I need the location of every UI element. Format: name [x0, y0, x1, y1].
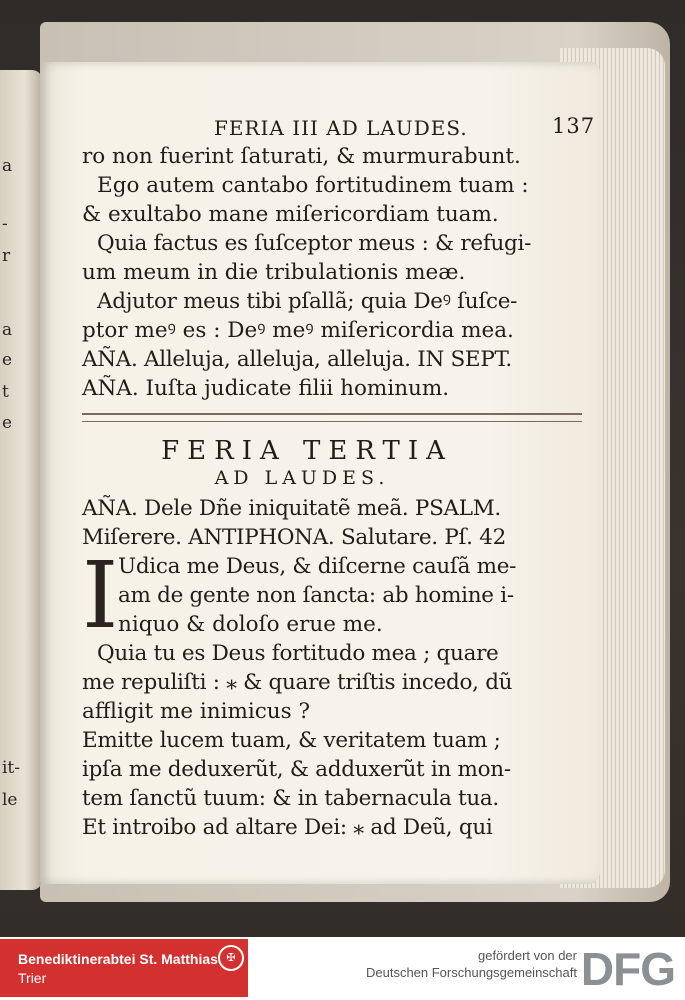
text-line: Adjutor meus tibi pſallã; quia Deꝰ ſuſce- [97, 289, 518, 314]
left-page [0, 70, 42, 890]
text-line: am de gente non ſancta: ab homine i- [118, 583, 514, 608]
text-line: niquo & doloſo erue me. [118, 612, 383, 637]
left-fragment: a [2, 320, 13, 340]
institution-name: Benediktinerabtei St. Matthias [18, 951, 218, 967]
dropcap-paragraph [82, 542, 592, 649]
antiphon-line: AÑA. Iuſta judicate filii hominum. [82, 376, 450, 401]
left-fragment: - [2, 214, 8, 234]
section-title: FERIA TERTIA [161, 436, 453, 466]
text-line: affligit me inimicus ? [82, 699, 311, 724]
left-fragment: le [2, 790, 18, 810]
running-title: FERIA III AD LAUDES. [214, 116, 468, 140]
left-fragment: e [2, 350, 13, 370]
page-text [82, 114, 596, 842]
funding-note [366, 947, 577, 981]
funder-name: Deutschen Forschungsgemeinschaft [365, 965, 577, 980]
funded-by-label: gefördert von der [477, 948, 577, 963]
antiphon-line: AÑA. Alleluja, alleluja, alleluja. IN SEPT. [82, 347, 512, 372]
section-divider [82, 413, 582, 422]
footer-bar [0, 937, 685, 1000]
left-fragment: e [2, 413, 13, 433]
dropcap-letter: I [82, 542, 119, 649]
institution-city: Trier [18, 970, 47, 986]
abbey-logo-icon: ✠ [218, 945, 244, 971]
text-line: Et introibo ad altare Dei: ⁎ ad Deũ, qui [82, 815, 493, 840]
text-line: um meum in die tribulationis meæ. [82, 260, 466, 285]
rubric-line: Miſerere. ANTIPHONA. Salutare. Pſ. 42 [82, 525, 507, 550]
institution-banner[interactable] [0, 939, 248, 997]
text-line: Quia factus es ſuſceptor meus : & refugi- [97, 231, 532, 256]
text-line: Ego autem cantabo fortitudinem tuam : [97, 173, 529, 198]
section-subtitle: AD LAUDES. [214, 467, 390, 489]
text-line: Udica me Deus, & diſcerne cauſã me- [118, 554, 517, 579]
page-number: 137 [552, 114, 596, 138]
right-page [40, 62, 600, 884]
text-line: Emitte lucem tuam, & veritatem tuam ; [82, 728, 501, 753]
text-line: ptor meꝰ es : Deꝰ meꝰ miſericordia mea. [82, 318, 514, 343]
page-header [82, 114, 596, 142]
text-line: me repuliſti : ⁎ & quare triſtis incedo, dũ [82, 670, 513, 695]
text-line: ro non fuerint ſaturati, & murmurabunt. [82, 144, 521, 169]
dfg-logo[interactable]: DFG [580, 943, 675, 995]
text-line: & exultabo mane miſericordiam tuam. [82, 202, 499, 227]
text-line: ipſa me deduxerũt, & adduxerũt in mon- [82, 757, 511, 782]
left-fragment: a [2, 156, 13, 176]
text-line: tem ſanctũ tuum: & in tabernacula tua. [82, 786, 499, 811]
rubric-line: AÑA. Dele Dñe iniquitatẽ meã. PSALM. [82, 496, 501, 521]
left-fragment: t [2, 382, 9, 402]
left-fragment: r [2, 246, 11, 266]
left-fragment: it- [2, 758, 21, 778]
text-line: Quia tu es Deus fortitudo mea ; quare [97, 641, 499, 666]
